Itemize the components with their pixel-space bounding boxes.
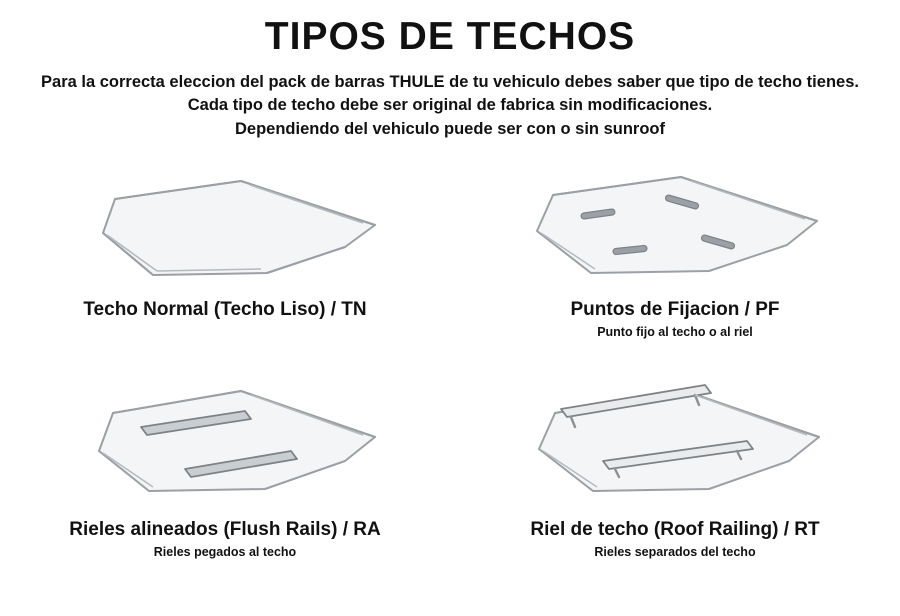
- roof-plain-icon: [45, 155, 405, 295]
- diagram-page: [0, 16, 900, 616]
- subtitle-line-2: Cada tipo de techo debe ser original de fabrica sin modificaciones.: [187, 96, 713, 115]
- card-sublabel-puntos-fijacion: Punto fijo al techo o al riel: [597, 324, 753, 339]
- card-label-puntos-fijacion: Puntos de Fijacion / PF: [570, 299, 780, 321]
- card-label-techo-normal: Techo Normal (Techo Liso) / TN: [83, 299, 367, 321]
- card-sublabel-rieles-alineados: Rieles pegados al techo: [153, 544, 297, 559]
- card-label-riel-de-techo: Riel de techo (Roof Railing) / RT: [530, 519, 820, 541]
- roof-fixpoints-icon: [495, 155, 855, 295]
- card-rieles-alineados: [0, 365, 450, 575]
- subtitle-line-1: Para la correcta eleccion del pack de barras THULE de tu vehiculo debes saber que tipo de techo tienes.: [41, 72, 859, 91]
- card-puntos-fijacion: [450, 155, 900, 365]
- roof-flush-rails-icon: [45, 365, 405, 515]
- subtitle-line-3: Dependiendo del vehiculo puede ser con o sin sunroof: [235, 119, 665, 138]
- card-sublabel-riel-de-techo: Rieles separados del techo: [594, 544, 756, 559]
- page-title: TIPOS DE TECHOS: [264, 15, 636, 58]
- roof-railing-icon: [495, 365, 855, 515]
- card-riel-de-techo: [450, 365, 900, 575]
- page-subtitle: [26, 71, 874, 141]
- roof-types-grid: [0, 155, 900, 575]
- card-label-rieles-alineados: Rieles alineados (Flush Rails) / RA: [69, 519, 381, 541]
- card-techo-normal: [0, 155, 450, 365]
